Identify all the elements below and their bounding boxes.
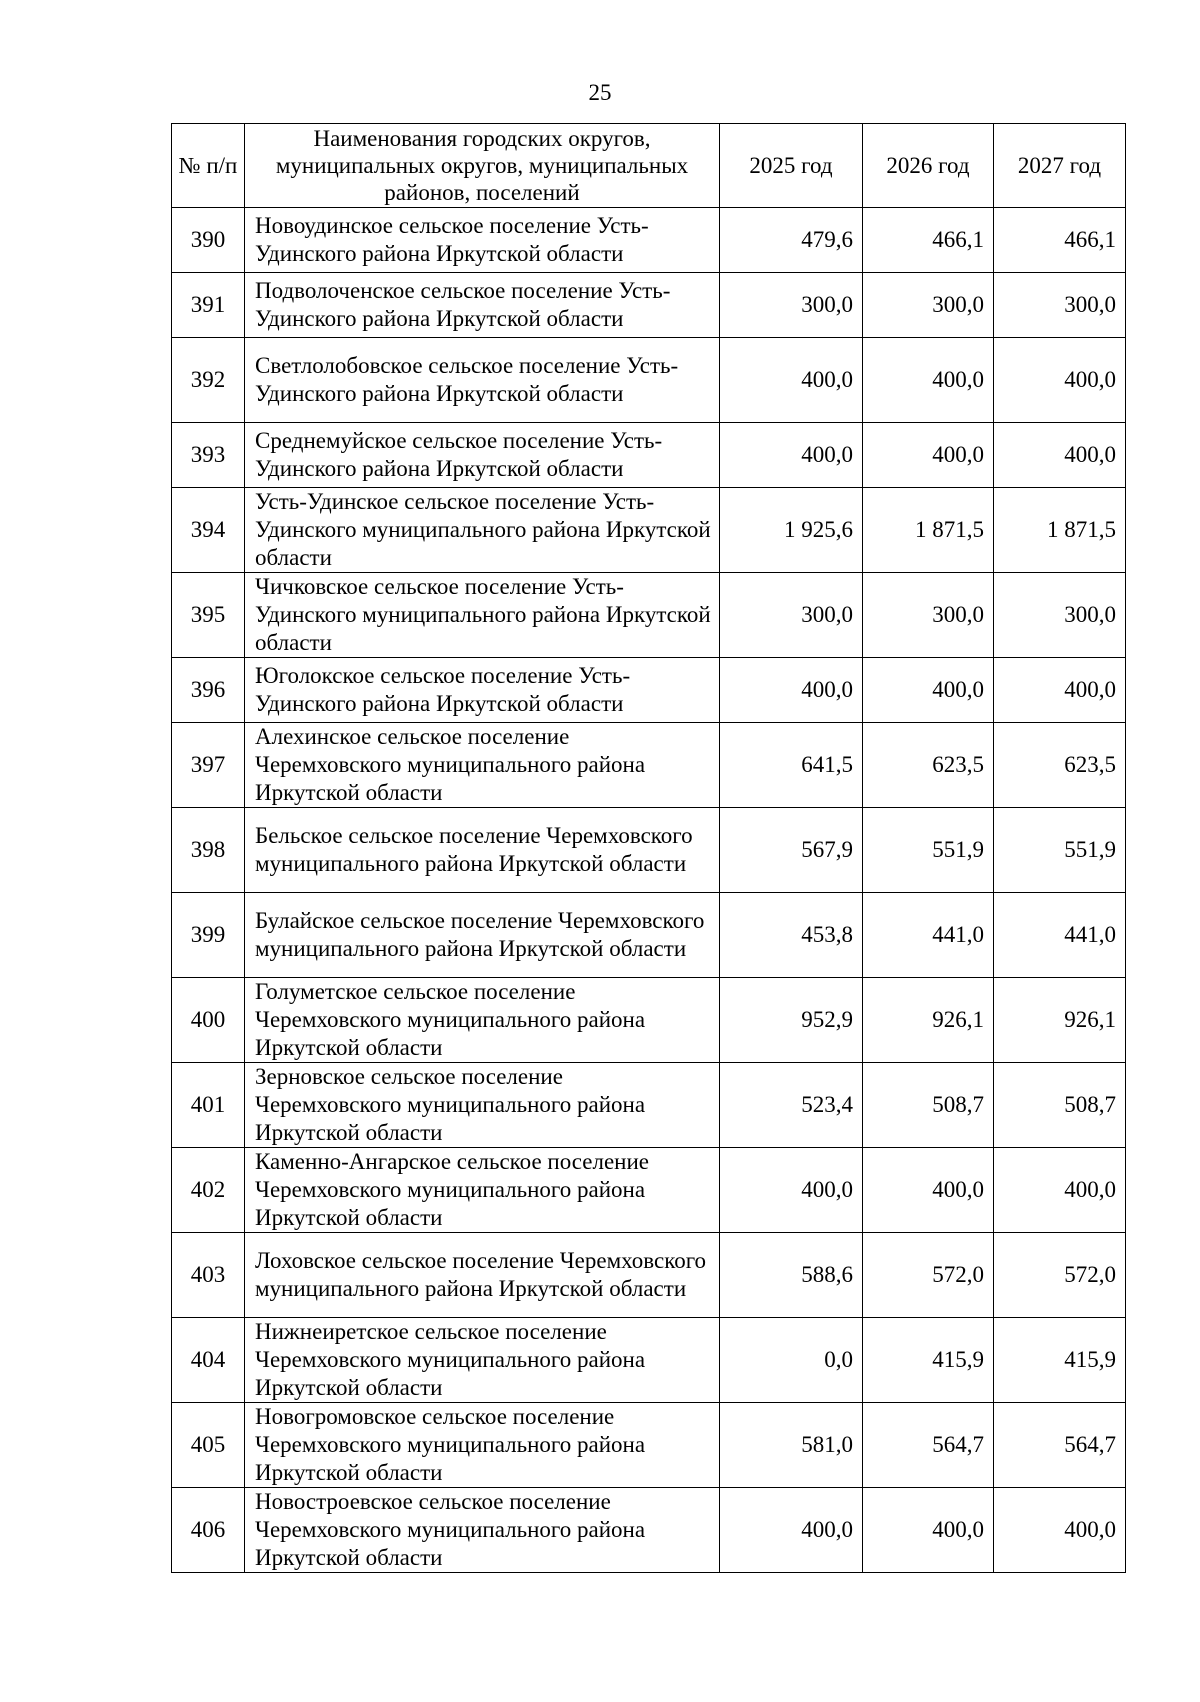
row-value-2025: 641,5 [720, 723, 863, 808]
row-number: 399 [172, 893, 245, 978]
row-value-2027: 400,0 [994, 423, 1126, 488]
row-value-2026: 400,0 [863, 1148, 994, 1233]
row-value-2025: 479,6 [720, 208, 863, 273]
row-value-2025: 300,0 [720, 273, 863, 338]
row-value-2025: 400,0 [720, 1148, 863, 1233]
row-value-2025: 567,9 [720, 808, 863, 893]
row-number: 402 [172, 1148, 245, 1233]
row-value-2027: 1 871,5 [994, 488, 1126, 573]
row-value-2026: 441,0 [863, 893, 994, 978]
row-value-2027: 400,0 [994, 658, 1126, 723]
row-number: 394 [172, 488, 245, 573]
row-value-2026: 300,0 [863, 573, 994, 658]
table-row [172, 1488, 1126, 1573]
row-name: Новогромовское сельское поселение Черемховского муниципального района Иркутской области [245, 1403, 720, 1488]
row-value-2027: 415,9 [994, 1318, 1126, 1403]
row-value-2025: 581,0 [720, 1403, 863, 1488]
row-value-2025: 400,0 [720, 338, 863, 423]
page-number: 25 [588, 80, 612, 105]
row-name: Новостроевское сельское поселение Черемховского муниципального района Иркутской области [245, 1488, 720, 1573]
row-name: Усть-Удинское сельское поселение Усть-Удинского муниципального района Иркутской области [245, 488, 720, 573]
row-value-2026: 551,9 [863, 808, 994, 893]
table-row [172, 1063, 1126, 1148]
row-value-2027: 551,9 [994, 808, 1126, 893]
row-value-2026: 623,5 [863, 723, 994, 808]
row-value-2027: 400,0 [994, 338, 1126, 423]
table-row [172, 1148, 1126, 1233]
header-2027: 2027 год [994, 124, 1126, 208]
row-value-2027: 400,0 [994, 1488, 1126, 1573]
row-value-2026: 400,0 [863, 658, 994, 723]
row-value-2027: 623,5 [994, 723, 1126, 808]
table-row [172, 573, 1126, 658]
row-name: Нижнеиретское сельское поселение Черемховского муниципального района Иркутской области [245, 1318, 720, 1403]
table-header [172, 124, 1126, 208]
table-row [172, 273, 1126, 338]
row-name: Среднемуйское сельское поселение Усть-Удинского района Иркутской области [245, 423, 720, 488]
table-row [172, 423, 1126, 488]
row-name: Алехинское сельское поселение Черемховского муниципального района Иркутской области [245, 723, 720, 808]
row-value-2025: 588,6 [720, 1233, 863, 1318]
row-number: 395 [172, 573, 245, 658]
row-name: Чичковское сельское поселение Усть-Удинского муниципального района Иркутской области [245, 573, 720, 658]
header-name: Наименования городских округов, муниципальных округов, муниципальных районов, поселений [245, 124, 720, 208]
row-value-2026: 926,1 [863, 978, 994, 1063]
row-number: 401 [172, 1063, 245, 1148]
row-number: 404 [172, 1318, 245, 1403]
row-value-2027: 300,0 [994, 273, 1126, 338]
row-name: Булайское сельское поселение Черемховского муниципального района Иркутской области [245, 893, 720, 978]
row-name: Каменно-Ангарское сельское поселение Черемховского муниципального района Иркутской области [245, 1148, 720, 1233]
row-value-2025: 453,8 [720, 893, 863, 978]
row-number: 405 [172, 1403, 245, 1488]
row-number: 403 [172, 1233, 245, 1318]
header-2025: 2025 год [720, 124, 863, 208]
row-number: 406 [172, 1488, 245, 1573]
table-row [172, 338, 1126, 423]
row-value-2026: 1 871,5 [863, 488, 994, 573]
row-name: Лоховское сельское поселение Черемховского муниципального района Иркутской области [245, 1233, 720, 1318]
table-row [172, 1318, 1126, 1403]
row-number: 397 [172, 723, 245, 808]
header-number: № п/п [172, 124, 245, 208]
row-number: 400 [172, 978, 245, 1063]
row-value-2025: 300,0 [720, 573, 863, 658]
row-value-2025: 1 925,6 [720, 488, 863, 573]
table-row [172, 1403, 1126, 1488]
table-row [172, 208, 1126, 273]
row-number: 396 [172, 658, 245, 723]
row-name: Подволоченское сельское поселение Усть-Удинского района Иркутской области [245, 273, 720, 338]
row-number: 391 [172, 273, 245, 338]
table-row [172, 723, 1126, 808]
row-name: Бельское сельское поселение Черемховского муниципального района Иркутской области [245, 808, 720, 893]
row-value-2027: 400,0 [994, 1148, 1126, 1233]
row-value-2026: 564,7 [863, 1403, 994, 1488]
row-number: 393 [172, 423, 245, 488]
row-value-2027: 466,1 [994, 208, 1126, 273]
row-value-2025: 400,0 [720, 1488, 863, 1573]
row-value-2027: 564,7 [994, 1403, 1126, 1488]
row-value-2025: 523,4 [720, 1063, 863, 1148]
row-value-2025: 0,0 [720, 1318, 863, 1403]
row-value-2025: 400,0 [720, 423, 863, 488]
table-row [172, 893, 1126, 978]
table-body [172, 208, 1126, 1573]
row-value-2027: 300,0 [994, 573, 1126, 658]
row-number: 398 [172, 808, 245, 893]
row-value-2027: 441,0 [994, 893, 1126, 978]
row-name: Юголокское сельское поселение Усть-Удинского района Иркутской области [245, 658, 720, 723]
row-value-2027: 508,7 [994, 1063, 1126, 1148]
row-number: 392 [172, 338, 245, 423]
row-name: Светлолобовское сельское поселение Усть-Удинского района Иркутской области [245, 338, 720, 423]
row-value-2026: 508,7 [863, 1063, 994, 1148]
row-number: 390 [172, 208, 245, 273]
row-value-2027: 926,1 [994, 978, 1126, 1063]
row-value-2026: 466,1 [863, 208, 994, 273]
row-name: Новоудинское сельское поселение Усть-Удинского района Иркутской области [245, 208, 720, 273]
table-row [172, 978, 1126, 1063]
row-value-2026: 300,0 [863, 273, 994, 338]
row-value-2025: 400,0 [720, 658, 863, 723]
row-value-2026: 415,9 [863, 1318, 994, 1403]
table-row [172, 488, 1126, 573]
table-row [172, 808, 1126, 893]
row-name: Голуметское сельское поселение Черемховского муниципального района Иркутской области [245, 978, 720, 1063]
row-name: Зерновское сельское поселение Черемховского муниципального района Иркутской области [245, 1063, 720, 1148]
row-value-2026: 400,0 [863, 1488, 994, 1573]
header-2026: 2026 год [863, 124, 994, 208]
row-value-2025: 952,9 [720, 978, 863, 1063]
row-value-2027: 572,0 [994, 1233, 1126, 1318]
table-row [172, 658, 1126, 723]
row-value-2026: 400,0 [863, 338, 994, 423]
budget-table [171, 123, 1126, 1573]
table-row [172, 1233, 1126, 1318]
row-value-2026: 400,0 [863, 423, 994, 488]
row-value-2026: 572,0 [863, 1233, 994, 1318]
